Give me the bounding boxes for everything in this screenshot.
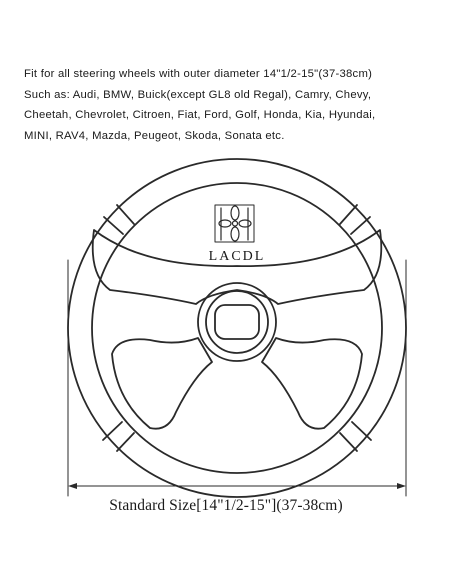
brand-logo-icon — [215, 205, 254, 242]
standard-size-caption: Standard Size[14"1/2-15"](37-38cm) — [109, 497, 343, 514]
wheel-outer-rim — [68, 159, 406, 497]
fit-description-line-4: MINI, RAV4, Mazda, Peugeot, Skoda, Sonata etc. — [24, 129, 285, 142]
lower-right-spoke — [262, 338, 362, 429]
right-upper-grip-mark-a — [351, 217, 370, 234]
left-upper-grip-mark-a — [104, 217, 123, 234]
steering-wheel-outline-icon — [0, 150, 452, 510]
right-lower-grip-mark-b — [340, 433, 357, 451]
upper-spoke — [93, 230, 382, 304]
right-lower-grip-mark-a — [352, 422, 371, 440]
horn-button — [215, 305, 259, 339]
left-upper-grip-mark-b — [117, 205, 134, 224]
right-upper-grip-mark-b — [340, 205, 357, 224]
fit-description-line-3: Cheetah, Chevrolet, Citroen, Fiat, Ford, Golf, Honda, Kia, Hyundai, — [24, 109, 376, 121]
fit-description-line-2: Such as: Audi, BMW, Buick(except GL8 old Regal), Camry, Chevy, — [24, 88, 372, 101]
hub-outer-ring — [198, 283, 276, 361]
lower-left-spoke — [112, 338, 212, 429]
left-lower-grip-mark-a — [103, 422, 122, 440]
diameter-dimension-arrow — [68, 483, 406, 489]
left-lower-grip-mark-b — [117, 433, 134, 451]
fit-description — [24, 64, 444, 146]
wheel-inner-rim — [92, 183, 382, 473]
brand-logo-text: LACDL — [208, 249, 266, 264]
fit-description-line-1: Fit for all steering wheels with outer diameter 14"1/2-15"(37-38cm) — [24, 68, 373, 80]
